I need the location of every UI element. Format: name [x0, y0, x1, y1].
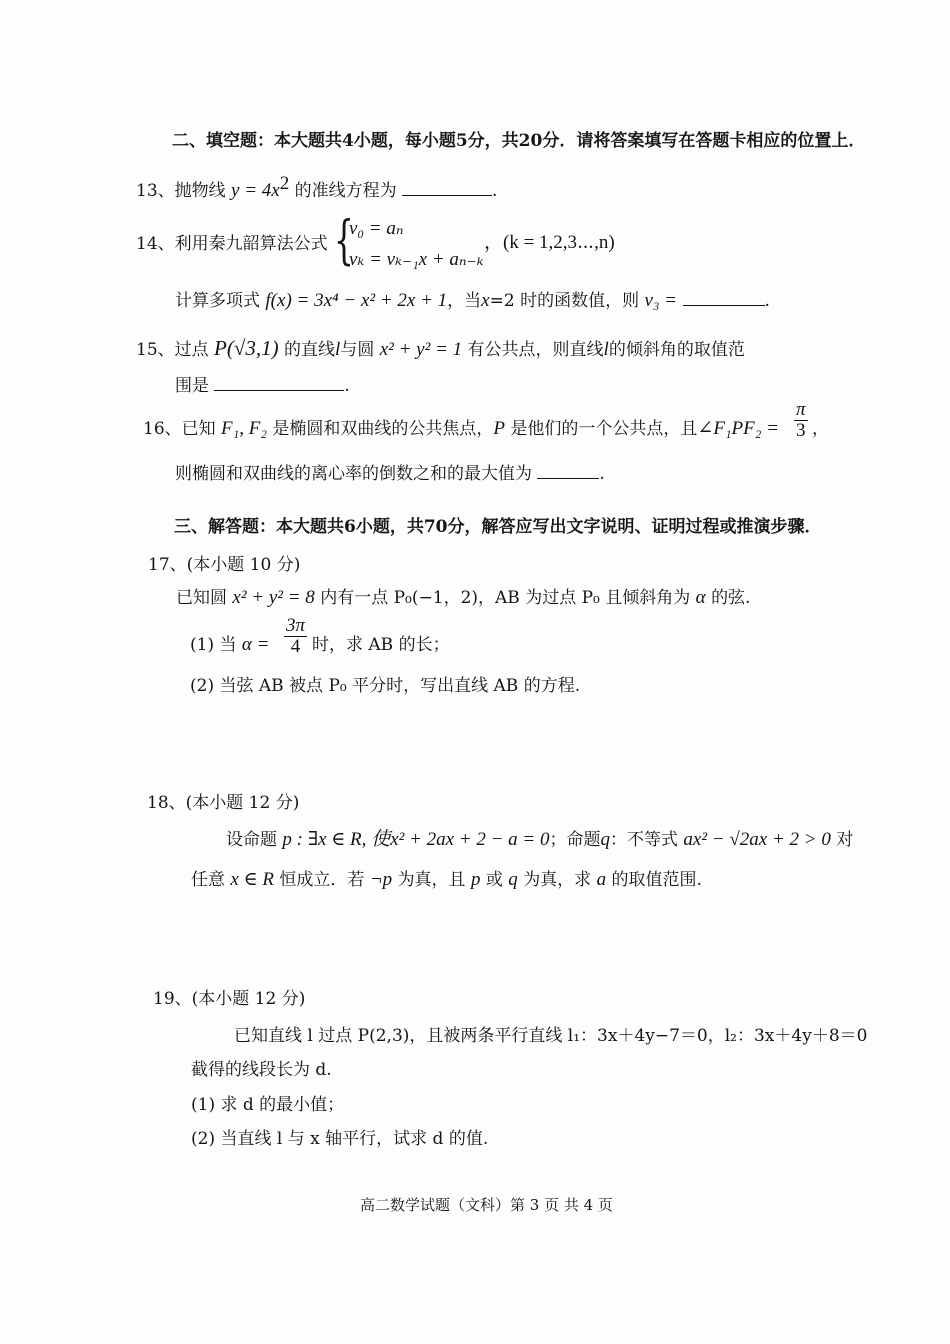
question-19-line-1: 已知直线 l 过点 P(2,3)，且被两条平行直线 l₁：3x＋4y−7＝0，l₂：3x＋4y＋8＝0 [234, 1026, 868, 1046]
question-number: 16、 [143, 419, 182, 439]
question-number: 13、 [136, 181, 175, 201]
question-17-part-1: (1) 当 α = [190, 634, 270, 655]
pi-over-3-fraction: $\frac{\pi}{3}$ [796, 399, 806, 441]
answer-blank [402, 179, 492, 196]
recurrence-line-2: vₖ = vₖ₋₁x + aₙ₋ₖ [349, 249, 484, 270]
comma: ， [812, 419, 829, 439]
question-13: 13、抛物线 $y = 4x^2$ 的准线方程为 . [136, 173, 498, 201]
question-18-line-2: 任意 x ∈ R 恒成立．若 ¬p 为真，且 p 或 q 为真，求 a 的取值范围. [191, 869, 702, 890]
answer-blank [214, 374, 344, 391]
question-19-part-1: (1) 求 d 的最小值； [191, 1095, 345, 1115]
section-2-header: 二、填空题：本大题共4小题，每小题5分，共20分．请将答案填写在答题卡相应的位置上． [172, 131, 866, 151]
question-19-part-2: (2) 当直线 l 与 x 轴平行，试求 d 的值. [191, 1129, 489, 1149]
question-18-line-1: 设命题 p : ∃x ∈ R, 使x² + 2ax + 2 − a = 0；命题q：不等式 ax² − √2ax + 2 > 0 对 [226, 829, 854, 850]
question-15-line-2: 围是 . [175, 376, 350, 396]
system-brace: { [334, 211, 354, 271]
question-15: 15、过点 P(√3,1) 的直线l与圆 x² + y² = 1 有公共点，则直线l的倾斜角的取值范 [136, 336, 745, 360]
recurrence-line-1: v₀ = aₙ [349, 218, 404, 239]
page-footer: 高二数学试题（文科）第 3 页 共 4 页 [360, 1196, 613, 1214]
answer-blank [683, 289, 765, 306]
index-range: ，(k = 1,2,3⋯,n) [484, 232, 615, 253]
question-19-line-2: 截得的线段长为 d. [191, 1060, 332, 1080]
question-14-line-2: 计算多项式 f(x) = 3x⁴ − x² + 2x + 1，当x=2 时的函数值，则 v₃ = . [175, 290, 770, 311]
question-number: 15、 [136, 340, 175, 360]
question-14: 14、利用秦九韶算法公式 [136, 234, 328, 254]
section-3-header: 三、解答题：本大题共6小题，共70分，解答应写出文字说明、证明过程或推演步骤． [174, 517, 822, 537]
question-17-title: 17、(本小题 10 分) [148, 555, 301, 575]
question-19-title: 19、(本小题 12 分) [153, 989, 306, 1009]
question-18-title: 18、(本小题 12 分) [147, 793, 300, 813]
question-number: 14、 [136, 234, 175, 254]
question-16-line-2: 则椭圆和双曲线的离心率的倒数之和的最大值为 . [175, 464, 605, 484]
question-17-part-1-tail: 时，求 AB 的长； [312, 635, 450, 655]
question-17-part-2: (2) 当弦 AB 被点 P₀ 平分时，写出直线 AB 的方程. [190, 676, 581, 696]
question-17-line-1: 已知圆 x² + y² = 8 内有一点 P₀(−1，2)，AB 为过点 P₀ 且倾斜角为 α 的弦. [176, 587, 751, 608]
question-16: 16、已知 F₁, F₂ 是椭圆和双曲线的公共焦点，P 是他们的一个公共点，且∠F₁PF₂ = [143, 418, 779, 439]
three-pi-over-4-fraction: $\frac{3\pi}{4}$ [286, 615, 306, 657]
answer-blank [537, 462, 599, 479]
